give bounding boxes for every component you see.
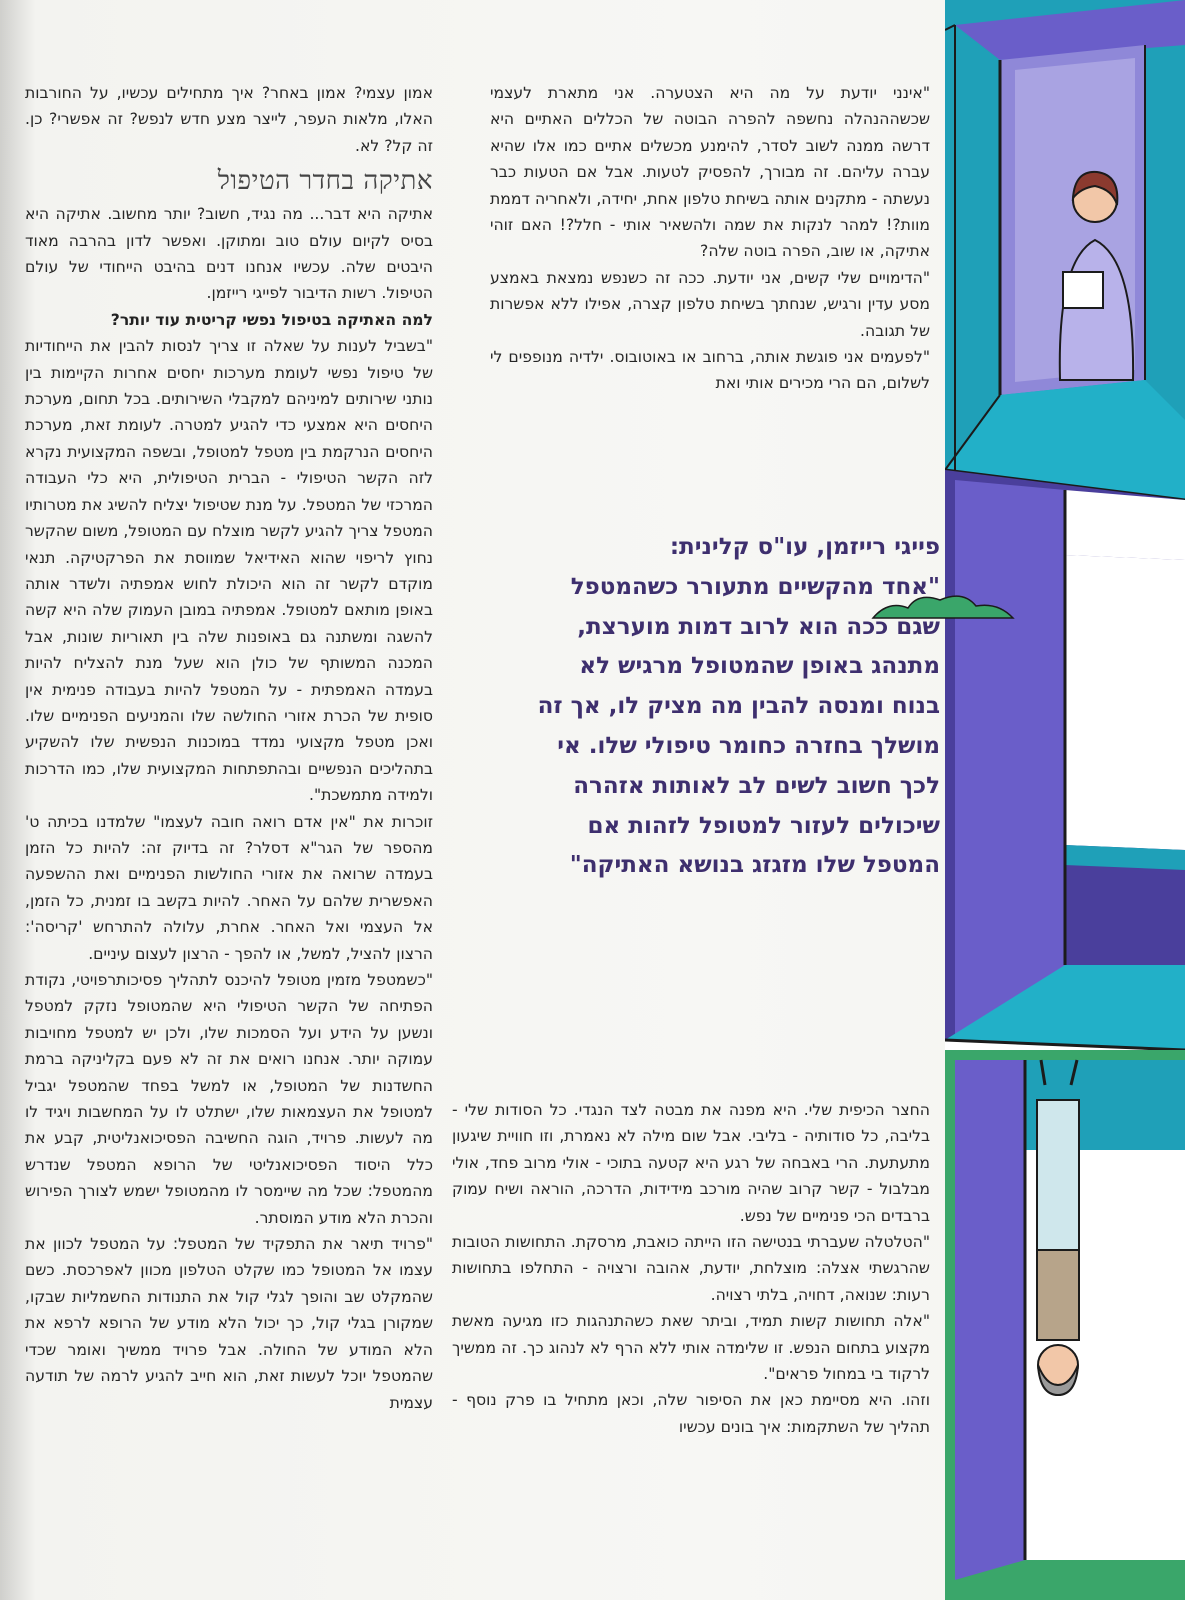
paragraph: זוכרות את "אין אדם רואה חובה לעצמו" שלמדנו בכיתה ט' מהספר של הגר"א דסלר? זה בדיוק זה: להיות כל הזמן בעמדה שרואה את אזורי החולשות הפנימיים ואת ההשפעה האפשרית שלהם על האחר. להיות בקשב בו זמנית, כל הזמן, אל העצמי ואל האחר. אחרת, עלולה להתרחש 'קריסה': הרצון להציל, למשל, או להפך - הרצון לעצום עיניים. (25, 812, 433, 963)
paragraph: "פרויד תיאר את התפקיד של המטפל: על המטפל לכוון את עצמו אל המטופל כמו שקלט הטלפון מכוון לאפרכסת. כשם שהמקלט שב והופך לגלי קול את התנודות החשמליות שבקו, שמקורן בגלי קול, כך יכול הלא מודע של הרופא לרפא את הלא המודע של החולה. אבל פרויד ממשיך ואומר שכדי שהמטפל יוכל לעשות זאת, הוא חייב להגיע לרמה של תודעה עצמית (25, 1235, 433, 1412)
pull-quote (530, 528, 940, 886)
subheading: למה האתיקה בטיפול נפשי קריטית עוד יותר? (110, 310, 433, 329)
paragraph: וזהו. היא מסיימת כאן את הסיפור שלה, וכאן מתחיל בו פרק נוסף - תהליך של השתקמות: איך בונים עכשיו (452, 1391, 930, 1436)
paragraph: "אינני יודעת על מה היא הצטערה. אני מתארת לעצמי שכשההנהלה נחשפה להפרה הבוטה של הכללים האתיים היא דרשה ממנה לשוב לסדר, להימנע מכשלים אתיים כמו אלו שהיא עברה עליהם. זה מבורך, להפסיק לטעות. אבל אם הטעות כבר נעשתה - מתקנים אותה בשיחת טלפון אחת, יחידה, ולאחריה דממת מוות?! למהר לנקות את שמה ולהשאיר אותי - חלל?! האם זוהי אתיקה, או שוב, הפרה בוטה שלה? (490, 84, 930, 261)
paragraph: "הדימויים שלי קשים, אני יודעת. ככה זה כשנפש נמצאת באמצע מסע עדין ורגיש, שנחתך בשיחת טלפון קצרה, אפילו ללא אפשרות של תגובה. (490, 268, 930, 340)
paragraph: "בשביל לענות על שאלה זו צריך לנסות להבין את הייחודיות של טיפול נפשי לעומת מערכות יחסים אחרות הקיימות בין נותני שירותים למיניהם למקבלי השירותים. בכל תחום, מערכת היחסים היא אמצעי כדי להגיע למטרה. לעומת זאת, מערכת היחסים הנרקמת בין מטפל למטופל, ובשפה המקצועית נקרא לזה הקשר הטיפולי - הברית הטיפולית, היא כלי העבודה המרכזי של המטפל. על מנת שטיפול יצליח להשיג את מטרותיו המטפל צריך להגיע לקשר מוצלח עם המטופל, משום שהקשר נחוץ לריפוי שהוא האידיאל שמווסת את הפרקטיקה. תנאי מוקדם לקשר זה הוא היכולת לחוש אמפתיה ולשדר אותה באופן מותאם למטופל. אמפתיה במובן העמוק שלה היא קשה להשגה ומשתנה גם באופנות שלה בין תאוריות שונות, אבל המכנה המשותף של כולן הוא שעל מנת להצליח להיות בעמדה האמפתית - על המטפל להיות בעבודה פנימית אין סופית של הכרת אזורי החולשה שלו והמניעים הפנימיים שלו. ואכן מטפל מקצועי נמדד במוכנות הנפשית שלו להשקיע בתהליכים הנפשיים ובהתפתחות המקצועית שלו, כמו הדרכות ולמידה מתמשכת". (25, 337, 433, 805)
paragraph: אמון עצמי? אמון באחר? איך מתחילים עכשיו, על החורבות האלו, מלאות העפר, לייצר מצע חדש לנפש? זה אפשרי? כן. זה קל? לא. (25, 84, 433, 155)
paragraph: אתיקה היא דבר... מה נגיד, חשוב? יותר מחשוב. אתיקה היא בסיס לקיום עולם טוב ומתוקן. ואפשר לדון בהרבה מאוד היבטים שלה. עכשיו אנחנו דנים בהיבט הייחודי של עולם הטיפול. רשות הדיבור לפייגי רייזמן. (25, 205, 433, 303)
paragraph: "אלה תחושות קשות תמיד, וביתר שאת כשהתנהגות כזו מגיעה מאשת מקצוע בתחום הנפש. זו שלימדה אותי ללא הרף לא לנהוג כך. זה ממשיך לרקוד בי במחול פראים". (452, 1312, 930, 1384)
paragraph: "כשמטפל מזמין מטופל להיכנס לתהליך פסיכותרפויטי, נקודת הפתיחה של הקשר הטיפולי היא שהמטופל נזקק למטפל ונשען על הידע ועל הסמכות שלו, ולכן יש למטפל מחויבות עמוקה יותר. אנחנו רואים את זה לא פעם בקליניקה ברמת החשדנות של המטופל, או למשל בפחד שהמטפל יגביל למטופל את העצמאות שלו, ישתלט לו על המחשבות ויגיד לו מה לעשות. פרויד, הוגה החשיבה הפסיכואנליטית, קבע את כלל היסוד הפסיכואנליטי של הרופא המטפל שנדרש מהמטפל: שכל מה שיימסר לו מהמטופל ישמש לצורך הפירוש והכרת הלא מודע המוסתר. (25, 971, 433, 1227)
paragraph: החצר הכיפית שלי. היא מפנה את מבטה לצד הנגדי. כל הסודות שלי - בליבה, כל סודותיה - בליבי. אבל שום מילה לא נאמרת, וזו חוויית שיגעון מתעתעת. הרי באבחה של רגע היא קטעה בתוכי - אולי מרוב פחד, אולי מבלבול - קשר קרוב שהיה מורכב מידידות, הדרכה, הוראה ושיח עמוק ברבדים הכי פנימיים של נפש. (452, 1101, 930, 1225)
article-column-left (25, 80, 433, 1416)
paragraph: "לפעמים אני פוגשת אותה, ברחוב או באוטובוס. ילדיה מנופפים לי לשלום, הם הרי מכירים אותי ואת (490, 348, 930, 393)
illustration-svg (945, 0, 1185, 1600)
section-title: אתיקה בחדר הטיפול (217, 166, 433, 197)
pull-quote-author: פייגי רייזמן, עו"ס קלינית: (669, 534, 940, 560)
paragraph: "הטלטלה שעברתי בנטישה הזו הייתה כואבת, מרסקת. התחושות הטובות שהרגשתי אצלה: מוצלחת, יודעת, אהובה ורצויה - התחלפו בתחושות רעות: שנואה, דחויה, בלתי רצויה. (452, 1233, 930, 1304)
article-column-right-top (490, 80, 930, 397)
building-window-illustration (945, 0, 1185, 1600)
pull-quote-text: "אחד מהקשיים מתעורר כשהמטפל שגם ככה הוא לרוב דמות מוערצת, מתנהג באופן שהמטופל מרגיש לא בנוח ומנסה להבין מה מציק לו, אך זה מושלך בחזרה כחומר טיפולי שלו. אי לכך חשוב לשים לב לאותות אזהרה שיכולים לעזור למטופל לזהות אם המטפל שלו מזגזג בנושא האתיקה" (537, 573, 940, 879)
article-column-right-bottom (452, 1097, 930, 1440)
